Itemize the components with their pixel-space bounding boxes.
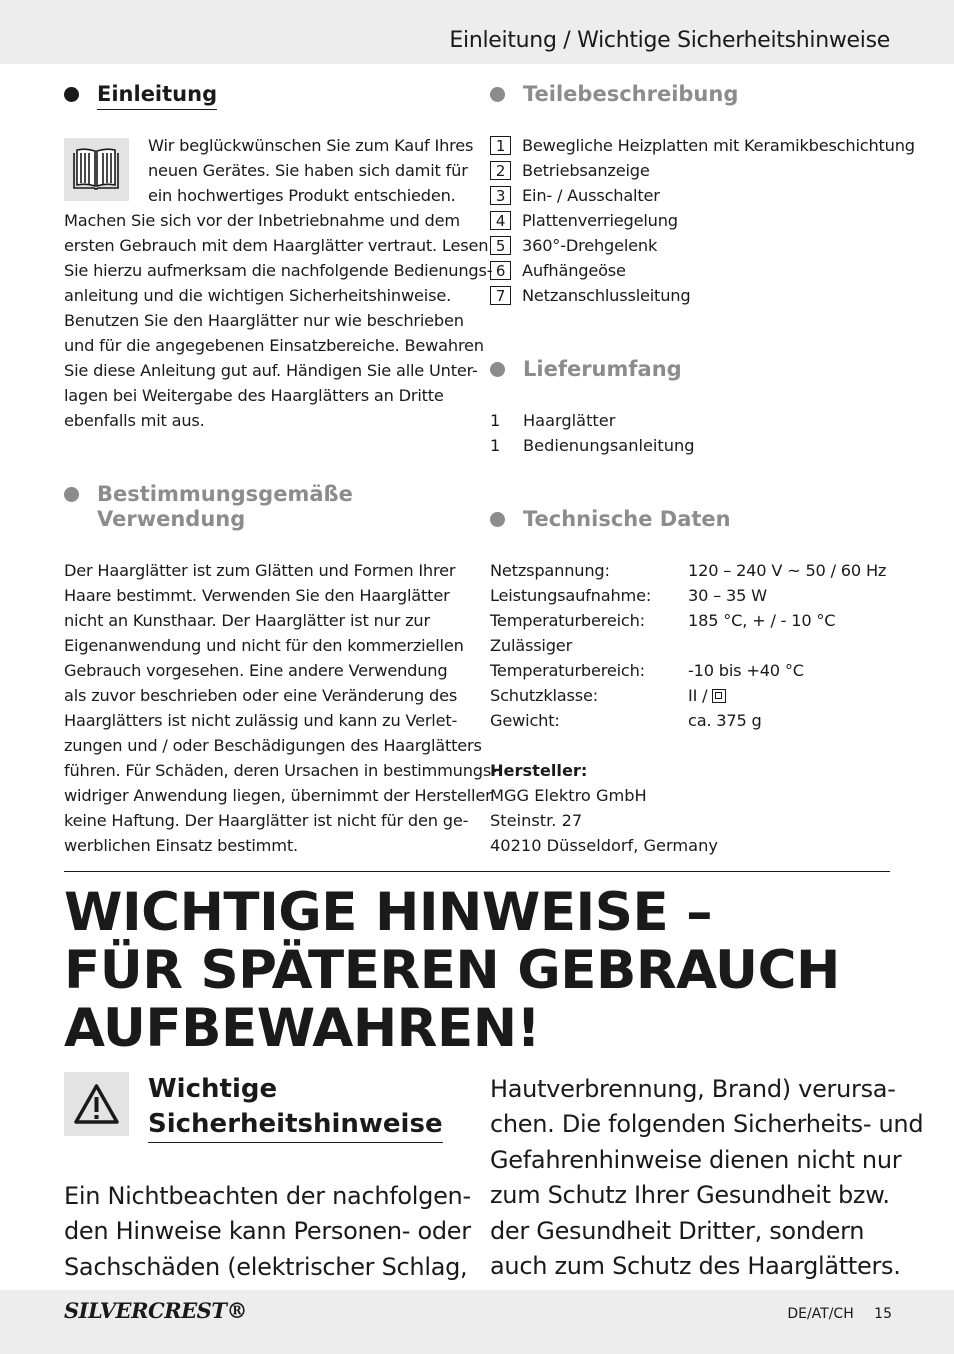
text-line: zum Schutz Ihrer Gesundheit bzw. (490, 1181, 890, 1210)
page-number: 15 (874, 1306, 892, 1322)
text-line: auch zum Schutz des Haarglätters. (490, 1252, 901, 1281)
scope-heading: Lieferumfang (490, 357, 682, 382)
parts-heading: Teilebeschreibung (490, 82, 738, 107)
scope-label: Bedienungsanleitung (523, 436, 695, 455)
part-number: 5 (490, 236, 511, 255)
safety-heading: Wichtige Sicherheitshinweise (148, 1072, 443, 1143)
book-icon (64, 138, 129, 201)
text-line: als zuvor beschrieben oder eine Veränderung des (64, 686, 458, 705)
text-line: werblichen Einsatz bestimmt. (64, 836, 298, 855)
list-item (490, 433, 695, 458)
scope-quantity: 1 (490, 411, 501, 430)
text-line: widriger Anwendung liegen, übernimmt der Hersteller (64, 786, 492, 805)
text-line: Gefahrenhinweise dienen nicht nur (490, 1145, 902, 1174)
text-line: keine Haftung. Der Haarglätter ist nicht für den ge- (64, 811, 469, 830)
intro-heading: Einleitung (64, 82, 217, 110)
part-number: 6 (490, 261, 511, 280)
text-line: anleitung und die wichtigen Sicherheitshinweise. (64, 286, 452, 305)
tech-value: 120 – 240 V ~ 50 / 60 Hz (688, 561, 887, 580)
text-line: Sie hierzu aufmerksam die nachfolgende Bedienungs- (64, 261, 493, 280)
text-line: Gebrauch vorgesehen. Eine andere Verwendung (64, 661, 448, 680)
part-number: 7 (490, 286, 511, 305)
text-line: Eigenanwendung und nicht für den kommerziellen (64, 636, 464, 655)
bullet-icon (490, 362, 505, 377)
list-item (490, 133, 915, 158)
text-line: und für die angegebenen Einsatzbereiche. Bewahren (64, 336, 484, 355)
tech-value: 185 °C, + / - 10 °C (688, 611, 836, 630)
page-header (0, 0, 954, 64)
manufacturer-name: MGG Elektro GmbH (490, 786, 647, 805)
part-number: 3 (490, 186, 511, 205)
text-line: Haarglätters ist nicht zulässig und kann zu Verlet- (64, 711, 458, 730)
tech-value: II / (688, 683, 726, 708)
part-number: 2 (490, 161, 511, 180)
usage-heading: Bestimmungsgemäße Verwendung (64, 482, 353, 532)
list-item (490, 208, 915, 233)
text-line: Sie diese Anleitung gut auf. Händigen Sie alle Unter- (64, 361, 478, 380)
part-label: Aufhängeöse (522, 261, 626, 280)
manufacturer-label: Hersteller: (490, 761, 588, 780)
text-line: ersten Gebrauch mit dem Haarglätter vertraut. Lesen (64, 236, 489, 255)
parts-list (490, 133, 915, 308)
part-number: 1 (490, 136, 511, 155)
text-line: nicht an Kunsthaar. Der Haarglätter ist nur zur (64, 611, 430, 630)
text-line: Der Haarglätter ist zum Glätten und Formen Ihrer (64, 561, 456, 580)
part-label: Betriebsanzeige (522, 161, 650, 180)
safety-text-right (490, 1072, 923, 1284)
text-line: chen. Die folgenden Sicherheits- und (490, 1110, 924, 1139)
tech-key: Zulässiger (490, 636, 573, 655)
tech-value: ca. 375 g (688, 711, 762, 730)
part-label: 360°-Drehgelenk (522, 236, 658, 255)
tech-key: Schutzklasse: (490, 686, 599, 705)
warning-triangle-icon (64, 1072, 129, 1136)
text-line: Machen Sie sich vor der Inbetriebnahme und dem (64, 211, 460, 230)
scope-label: Haarglätter (523, 411, 616, 430)
bullet-icon (64, 87, 79, 102)
intro-text (64, 208, 492, 433)
text-line: Wir beglückwünschen Sie zum Kauf Ihres (148, 136, 474, 155)
text-line: lagen bei Weitergabe des Haarglätters an Dritte (64, 386, 444, 405)
list-item (490, 258, 915, 283)
tech-value: -10 bis +40 °C (688, 661, 804, 680)
text-line: den Hinweise kann Personen- oder (64, 1217, 471, 1246)
tech-value: 30 – 35 W (688, 586, 767, 605)
manufacturer-street: Steinstr. 27 (490, 811, 583, 830)
tech-key: Leistungsaufnahme: (490, 586, 652, 605)
part-label: Ein- / Ausschalter (522, 186, 660, 205)
list-item (490, 408, 695, 433)
intro-text-short (148, 133, 473, 208)
tech-key: Gewicht: (490, 711, 560, 730)
manufacturer-city: 40210 Düsseldorf, Germany (490, 836, 718, 855)
manufacturer-block (490, 758, 718, 858)
tech-key: Temperaturbereich: (490, 611, 645, 630)
text-line: führen. Für Schäden, deren Ursachen in bestimmungs- (64, 761, 497, 780)
list-item (490, 158, 915, 183)
scope-quantity: 1 (490, 436, 501, 455)
list-item (490, 233, 915, 258)
bullet-icon (64, 487, 79, 502)
usage-text (64, 558, 497, 858)
text-line: Ein Nichtbeachten der nachfolgen- (64, 1182, 471, 1210)
header-title: Einleitung / Wichtige Sicherheitshinweise (449, 28, 890, 53)
text-line: der Gesundheit Dritter, sondern (490, 1216, 865, 1245)
tech-key: Temperaturbereich: (490, 661, 645, 680)
divider (64, 871, 890, 872)
text-line: ebenfalls mit aus. (64, 411, 205, 430)
protection-class-ii-icon (712, 689, 726, 703)
text-line: ein hochwertiges Produkt entschieden. (148, 186, 456, 205)
tech-heading: Technische Daten (490, 507, 731, 532)
text-line: Hautverbrennung, Brand) verursa- (490, 1075, 896, 1103)
safety-text-left (64, 1179, 471, 1285)
list-item (490, 283, 915, 308)
text-line: Haare bestimmt. Verwenden Sie den Haarglätter (64, 586, 450, 605)
scope-list (490, 408, 695, 458)
part-label: Plattenverriegelung (522, 211, 678, 230)
bullet-icon (490, 512, 505, 527)
tech-key: Netzspannung: (490, 561, 610, 580)
text-line: neuen Gerätes. Sie haben sich damit für (148, 161, 468, 180)
page-title: WICHTIGE HINWEISE – FÜR SPÄTEREN GEBRAUCH AUFBEWAHREN! (64, 882, 840, 1059)
text-line: Benutzen Sie den Haarglätter nur wie beschrieben (64, 311, 464, 330)
text-line: Sachschäden (elektrischer Schlag, (64, 1252, 468, 1281)
part-label: Netzanschlussleitung (522, 286, 691, 305)
footer-info (787, 1306, 892, 1322)
part-label: Bewegliche Heizplatten mit Keramikbeschichtung (522, 136, 915, 155)
brand-logo: SILVERCREST® (64, 1298, 247, 1323)
bullet-icon (490, 87, 505, 102)
part-number: 4 (490, 211, 511, 230)
list-item (490, 183, 915, 208)
footer-locale: DE/AT/CH (787, 1306, 854, 1322)
text-line: zungen und / oder Beschädigungen des Haarglätters (64, 736, 482, 755)
